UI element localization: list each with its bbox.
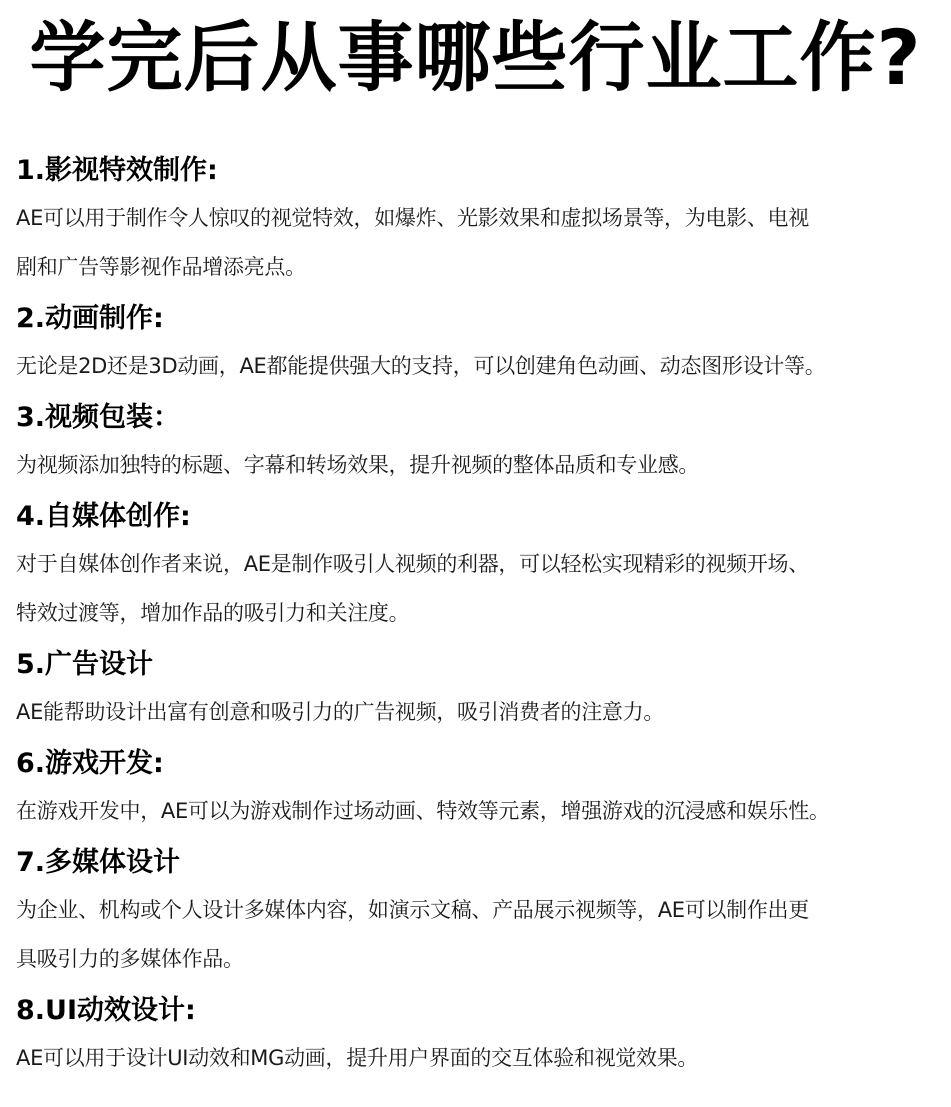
section-heading: 6.游戏开发: <box>16 748 164 779</box>
body-line: AE可以用于设计UI动效和MG动画，提升用户界面的交互体验和视觉效果。 <box>16 1046 699 1070</box>
body-line: 特效过渡等，增加作品的吸引力和关注度。 <box>16 601 410 625</box>
page-title: 学完后从事哪些行业工作? <box>29 13 922 102</box>
section-heading: 8.UI动效设计: <box>16 995 196 1026</box>
section-body <box>16 194 946 292</box>
section-body <box>16 787 946 836</box>
section-body <box>16 1034 946 1083</box>
section-body <box>16 441 946 490</box>
body-line: 在游戏开发中，AE可以为游戏制作过场动画、特效等元素，增强游戏的沉浸感和娱乐性。 <box>16 799 830 823</box>
section-ui-motion <box>16 988 946 1083</box>
body-line: 剧和广告等影视作品增添亮点。 <box>16 255 306 279</box>
section-multimedia <box>16 840 946 984</box>
section-list <box>16 148 946 1087</box>
section-self-media <box>16 494 946 638</box>
section-heading: 3.视频包装： <box>16 402 181 433</box>
section-animation <box>16 296 946 391</box>
section-game-dev <box>16 741 946 836</box>
body-line: 无论是2D还是3D动画，AE都能提供强大的支持，可以创建角色动画、动态图形设计等。 <box>16 354 826 378</box>
body-line: AE能帮助设计出富有创意和吸引力的广告视频，吸引消费者的注意力。 <box>16 700 665 724</box>
section-body <box>16 540 946 638</box>
section-video-packaging <box>16 395 946 490</box>
section-heading: 2.动画制作: <box>16 303 164 334</box>
body-line: 为视频添加独特的标题、字幕和转场效果，提升视频的整体品质和专业感。 <box>16 453 700 477</box>
body-line: AE可以用于制作令人惊叹的视觉特效，如爆炸、光影效果和虚拟场景等，为电影、电视 <box>16 206 809 230</box>
section-heading: 7.多媒体设计 <box>16 847 181 878</box>
section-heading: 5.广告设计 <box>16 649 154 680</box>
section-ad-design <box>16 642 946 737</box>
section-body <box>16 342 946 391</box>
section-heading: 4.自媒体创作: <box>16 501 191 532</box>
body-line: 为企业、机构或个人设计多媒体内容，如演示文稿、产品展示视频等，AE可以制作出更 <box>16 898 809 922</box>
body-line: 对于自媒体创作者来说，AE是制作吸引人视频的利器，可以轻松实现精彩的视频开场、 <box>16 552 809 576</box>
section-body <box>16 688 946 737</box>
body-line: 具吸引力的多媒体作品。 <box>16 947 244 971</box>
section-body <box>16 886 946 984</box>
section-heading: 1.影视特效制作: <box>16 155 218 186</box>
section-vfx <box>16 148 946 292</box>
